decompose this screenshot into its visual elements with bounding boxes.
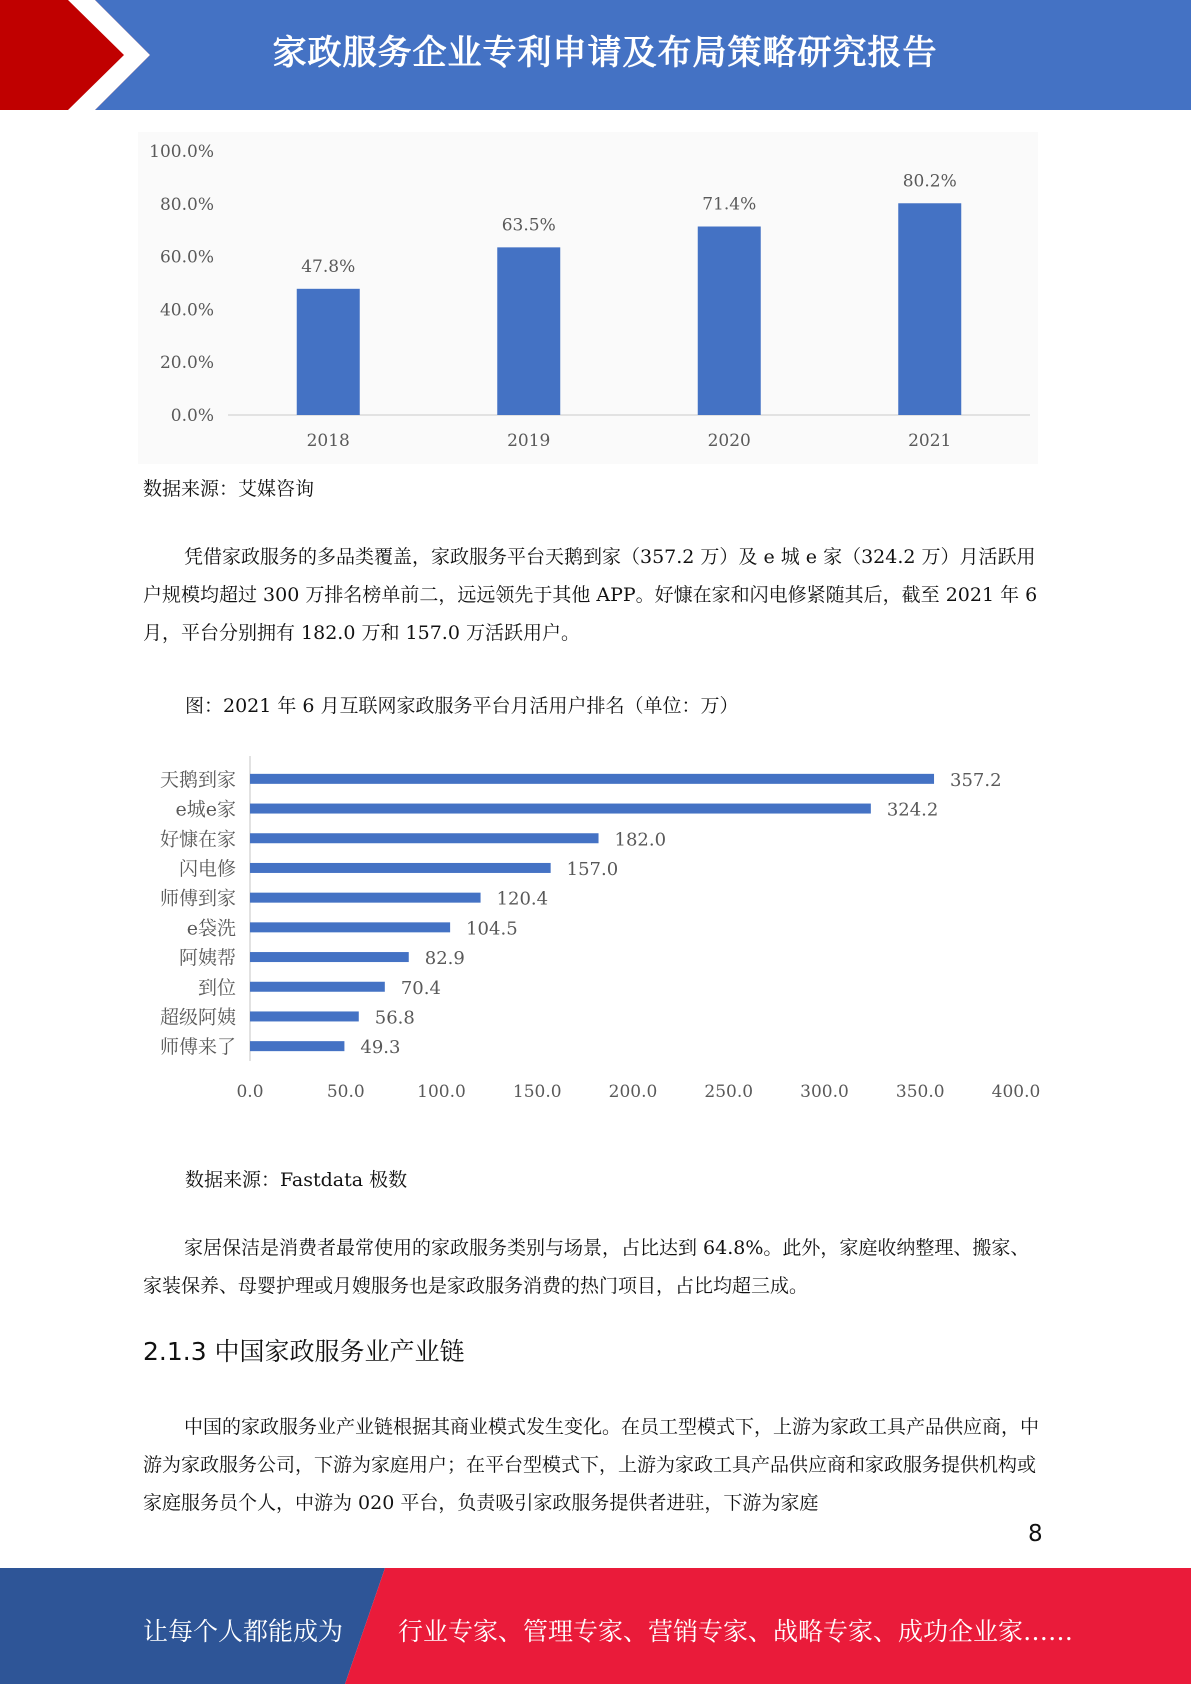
page-number: 8 xyxy=(1028,1521,1043,1547)
figure-caption: 图：2021 年 6 月互联网家政服务平台月活用户排名（单位：万） xyxy=(185,695,739,717)
category-label: e袋洗 xyxy=(186,917,236,940)
x-tick-label: 2021 xyxy=(908,431,952,451)
bar-data-label: 157.0 xyxy=(566,858,619,880)
y-tick-label: 80.0% xyxy=(159,194,214,215)
platform-mau-ranking-chart xyxy=(138,752,1058,1112)
x-tick-label: 0.0 xyxy=(236,1082,264,1102)
bar xyxy=(250,804,871,814)
platform-mau-ranking-chart-svg xyxy=(138,752,1058,1112)
bar-data-label: 324.2 xyxy=(886,799,939,821)
x-tick-label: 400.0 xyxy=(991,1082,1041,1102)
y-tick-label: 20.0% xyxy=(159,353,214,374)
bar-data-label: 104.5 xyxy=(466,918,518,940)
bar-data-label: 120.4 xyxy=(496,888,549,910)
chart1-source-note: 数据来源：艾媒咨询 xyxy=(143,478,315,500)
bar-data-label: 357.2 xyxy=(950,769,1002,791)
category-label: 师傅来了 xyxy=(159,1036,236,1059)
bar xyxy=(250,893,481,903)
y-tick-label: 40.0% xyxy=(159,300,214,321)
bar-data-label: 70.4 xyxy=(400,977,441,999)
bar-data-label: 182.0 xyxy=(614,829,667,851)
bar xyxy=(250,833,599,843)
category-label: 到位 xyxy=(197,976,236,999)
category-label: 师傅到家 xyxy=(159,887,236,910)
bar xyxy=(250,1041,344,1051)
y-tick-label: 60.0% xyxy=(159,247,214,268)
footer-slogan-right: 行业专家、管理专家、营销专家、战略专家、成功企业家…… xyxy=(398,1617,1074,1646)
x-tick-label: 2020 xyxy=(707,431,751,451)
chart2-source-note: 数据来源：Fastdata 极数 xyxy=(185,1169,408,1191)
category-label: 阿姨帮 xyxy=(178,947,236,970)
x-tick-label: 2018 xyxy=(306,431,350,451)
x-tick-label: 300.0 xyxy=(800,1082,849,1102)
paragraph-1-text: 凭借家政服务的多品类覆盖，家政服务平台天鹅到家（357.2 万）及 e 城 e 家（324.2 万）月活跃用户规模均超过 300 万排名榜单前二，远远领先于其他 APP。好慷在家和闪电修紧随其后，截至 2021 年 6 月，平台分别拥有 182.0 万和 157.0 万活跃用户。 xyxy=(143,546,1038,644)
bar-data-label: 80.2% xyxy=(902,171,957,192)
bar-data-label: 56.8 xyxy=(374,1007,415,1029)
bar-data-label: 49.3 xyxy=(360,1037,401,1059)
category-label: 闪电修 xyxy=(178,857,236,880)
category-label: 超级阿姨 xyxy=(159,1006,236,1029)
category-label: e城e家 xyxy=(175,798,236,821)
bar xyxy=(250,863,551,873)
paragraph-3-text: 中国的家政服务业产业链根据其商业模式发生变化。在员工型模式下，上游为家政工具产品供应商，中游为家政服务公司，下游为家庭用户；在平台型模式下，上游为家政工具产品供应商和家政服务提供机构或家庭服务员个人，中游为 020 平台，负责吸引家政服务提供者进驻，下游为家庭 xyxy=(143,1416,1040,1514)
y-tick-label: 0.0% xyxy=(170,406,214,426)
bar xyxy=(898,203,961,415)
bar xyxy=(698,227,761,415)
footer-slogan-left: 让每个人都能成为 xyxy=(143,1617,344,1646)
paragraph-1 xyxy=(143,538,1043,652)
x-tick-label: 50.0 xyxy=(326,1082,365,1102)
category-label: 好慷在家 xyxy=(159,828,236,851)
bar xyxy=(250,1011,359,1021)
bar xyxy=(250,922,450,932)
x-tick-label: 350.0 xyxy=(895,1082,945,1102)
x-tick-label: 100.0 xyxy=(417,1082,466,1102)
paragraph-2 xyxy=(143,1229,1043,1305)
yearly-percentage-chart-svg xyxy=(138,132,1038,464)
paragraph-2-text: 家居保洁是消费者最常使用的家政服务类别与场景，占比达到 64.8%。此外，家庭收纳整理、搬家、家装保养、母婴护理或月嫂服务也是家政服务消费的热门项目，占比均超三成。 xyxy=(143,1237,1030,1297)
x-tick-label: 200.0 xyxy=(608,1082,658,1102)
yearly-percentage-chart xyxy=(138,132,1038,464)
bar xyxy=(250,982,385,992)
bar xyxy=(250,774,934,784)
bar-data-label: 71.4% xyxy=(702,194,757,215)
x-tick-label: 250.0 xyxy=(704,1082,754,1102)
paragraph-3 xyxy=(143,1408,1043,1522)
y-tick-label: 100.0% xyxy=(149,142,214,162)
category-label: 天鹅到家 xyxy=(159,768,236,791)
bar xyxy=(497,247,560,415)
bar xyxy=(250,952,409,962)
section-heading: 2.1.3 中国家政服务业产业链 xyxy=(143,1337,465,1366)
header-title: 家政服务企业专利申请及布局策略研究报告 xyxy=(272,33,938,73)
page-header xyxy=(0,0,1191,110)
bar-data-label: 63.5% xyxy=(501,215,556,236)
x-tick-label: 150.0 xyxy=(512,1082,562,1102)
x-tick-label: 2019 xyxy=(507,431,551,451)
bar-data-label: 47.8% xyxy=(301,256,356,277)
bar xyxy=(297,289,360,415)
bar-data-label: 82.9 xyxy=(424,948,465,970)
